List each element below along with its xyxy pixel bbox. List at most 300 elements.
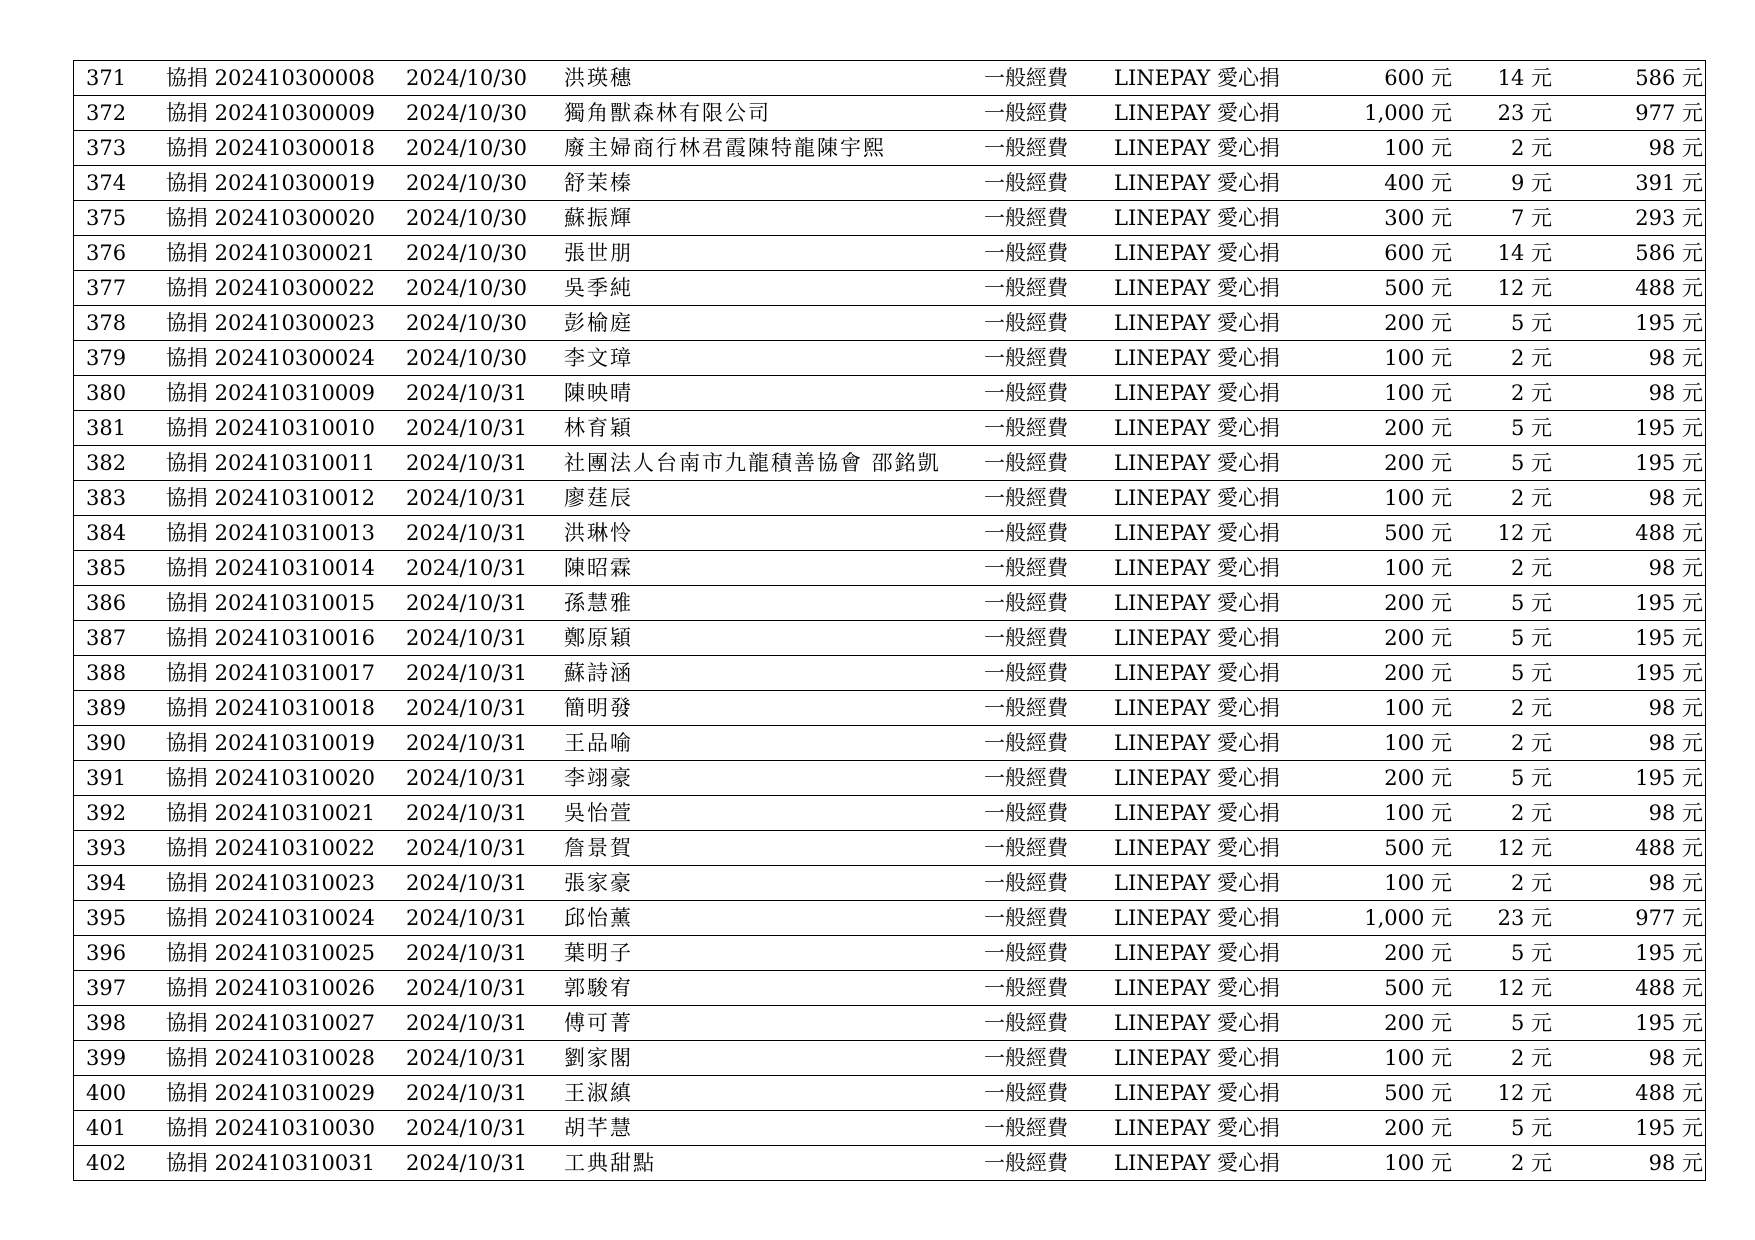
table-row (74, 936, 1706, 971)
net-amount: 195 元 (1635, 451, 1703, 475)
receipt-number: 協捐 202410310027 (166, 1011, 376, 1035)
net-amount: 98 元 (1648, 1046, 1703, 1070)
donation-purpose: 一般經費 (984, 626, 1068, 650)
donation-purpose: 一般經費 (984, 766, 1068, 790)
donation-purpose: 一般經費 (984, 521, 1068, 545)
payment-channel: LINEPAY 愛心捐 (1114, 556, 1281, 580)
donation-amount: 1,000 元 (1364, 101, 1452, 125)
row-number: 374 (86, 171, 127, 195)
row-number: 394 (86, 871, 127, 895)
donor-name: 郭駿宥 (564, 976, 633, 1000)
table-row (74, 1076, 1706, 1111)
handling-fee: 2 元 (1510, 1046, 1552, 1070)
row-number: 377 (86, 276, 127, 300)
donation-amount: 500 元 (1384, 521, 1452, 545)
donation-date: 2024/10/30 (406, 311, 528, 335)
table-row (74, 726, 1706, 761)
payment-channel: LINEPAY 愛心捐 (1114, 346, 1281, 370)
payment-channel: LINEPAY 愛心捐 (1114, 521, 1281, 545)
donation-purpose: 一般經費 (984, 486, 1068, 510)
handling-fee: 5 元 (1510, 661, 1552, 685)
donation-purpose: 一般經費 (984, 1081, 1068, 1105)
handling-fee: 2 元 (1510, 696, 1552, 720)
table-row (74, 236, 1706, 271)
donation-date: 2024/10/31 (406, 556, 528, 580)
donation-amount: 200 元 (1384, 591, 1452, 615)
donor-name: 林育穎 (564, 416, 633, 440)
handling-fee: 5 元 (1510, 311, 1552, 335)
donor-name: 張家豪 (564, 871, 633, 895)
donation-amount: 600 元 (1384, 241, 1452, 265)
table-row (74, 201, 1706, 236)
donation-date: 2024/10/31 (406, 696, 528, 720)
handling-fee: 7 元 (1510, 206, 1552, 230)
table-row (74, 481, 1706, 516)
donor-name: 洪瑛穗 (564, 66, 633, 90)
donation-date: 2024/10/31 (406, 486, 528, 510)
payment-channel: LINEPAY 愛心捐 (1114, 241, 1281, 265)
donation-purpose: 一般經費 (984, 696, 1068, 720)
donor-name: 鄭原穎 (564, 626, 633, 650)
donor-name: 廢主婦商行林君霞陳特龍陳宇熙 (564, 136, 886, 160)
donation-amount: 100 元 (1384, 871, 1452, 895)
net-amount: 488 元 (1635, 976, 1703, 1000)
payment-channel: LINEPAY 愛心捐 (1114, 136, 1281, 160)
donation-date: 2024/10/30 (406, 66, 528, 90)
net-amount: 195 元 (1635, 311, 1703, 335)
net-amount: 98 元 (1648, 696, 1703, 720)
table-row (74, 761, 1706, 796)
donor-name: 詹景賀 (564, 836, 633, 860)
net-amount: 98 元 (1648, 136, 1703, 160)
table-row (74, 1041, 1706, 1076)
net-amount: 195 元 (1635, 416, 1703, 440)
table-row (74, 551, 1706, 586)
donation-table-body (74, 61, 1706, 1181)
donation-purpose: 一般經費 (984, 731, 1068, 755)
receipt-number: 協捐 202410310028 (166, 1046, 376, 1070)
receipt-number: 協捐 202410310012 (166, 486, 376, 510)
donation-purpose: 一般經費 (984, 416, 1068, 440)
row-number: 387 (86, 626, 127, 650)
net-amount: 98 元 (1648, 1151, 1703, 1175)
payment-channel: LINEPAY 愛心捐 (1114, 1046, 1281, 1070)
receipt-number: 協捐 202410310030 (166, 1116, 376, 1140)
donor-name: 孫慧雅 (564, 591, 633, 615)
receipt-number: 協捐 202410310019 (166, 731, 376, 755)
receipt-number: 協捐 202410310016 (166, 626, 376, 650)
donation-date: 2024/10/31 (406, 381, 528, 405)
receipt-number: 協捐 202410300021 (166, 241, 376, 265)
donation-purpose: 一般經費 (984, 591, 1068, 615)
row-number: 393 (86, 836, 127, 860)
net-amount: 98 元 (1648, 556, 1703, 580)
net-amount: 195 元 (1635, 1116, 1703, 1140)
donation-purpose: 一般經費 (984, 871, 1068, 895)
donation-purpose: 一般經費 (984, 976, 1068, 1000)
donor-name: 王品喻 (564, 731, 633, 755)
donation-date: 2024/10/30 (406, 171, 528, 195)
donation-date: 2024/10/31 (406, 976, 528, 1000)
table-row (74, 96, 1706, 131)
row-number: 384 (86, 521, 127, 545)
handling-fee: 5 元 (1510, 416, 1552, 440)
table-row (74, 621, 1706, 656)
donation-date: 2024/10/31 (406, 906, 528, 930)
receipt-number: 協捐 202410300020 (166, 206, 376, 230)
table-row (74, 656, 1706, 691)
donor-name: 吳季純 (564, 276, 633, 300)
net-amount: 195 元 (1635, 941, 1703, 965)
donor-name: 蘇詩涵 (564, 661, 633, 685)
net-amount: 98 元 (1648, 731, 1703, 755)
receipt-number: 協捐 202410310013 (166, 521, 376, 545)
receipt-number: 協捐 202410310010 (166, 416, 376, 440)
donor-name: 舒茉榛 (564, 171, 633, 195)
donation-purpose: 一般經費 (984, 556, 1068, 580)
row-number: 372 (86, 101, 127, 125)
table-row (74, 1006, 1706, 1041)
handling-fee: 23 元 (1497, 906, 1552, 930)
handling-fee: 5 元 (1510, 1011, 1552, 1035)
net-amount: 488 元 (1635, 1081, 1703, 1105)
donation-date: 2024/10/30 (406, 276, 528, 300)
payment-channel: LINEPAY 愛心捐 (1114, 871, 1281, 895)
donation-purpose: 一般經費 (984, 1011, 1068, 1035)
row-number: 391 (86, 766, 127, 790)
net-amount: 391 元 (1635, 171, 1703, 195)
payment-channel: LINEPAY 愛心捐 (1114, 486, 1281, 510)
donation-amount: 500 元 (1384, 276, 1452, 300)
table-row (74, 796, 1706, 831)
row-number: 385 (86, 556, 127, 580)
donation-amount: 200 元 (1384, 626, 1452, 650)
row-number: 401 (86, 1116, 127, 1140)
donation-amount: 100 元 (1384, 731, 1452, 755)
donor-name: 李文璋 (564, 346, 633, 370)
table-row (74, 971, 1706, 1006)
row-number: 382 (86, 451, 127, 475)
row-number: 397 (86, 976, 127, 1000)
donation-purpose: 一般經費 (984, 381, 1068, 405)
donation-amount: 300 元 (1384, 206, 1452, 230)
donor-name: 廖莛辰 (564, 486, 633, 510)
donation-amount: 100 元 (1384, 696, 1452, 720)
payment-channel: LINEPAY 愛心捐 (1114, 311, 1281, 335)
table-row (74, 516, 1706, 551)
donation-sheet (73, 60, 1703, 1181)
receipt-number: 協捐 202410310025 (166, 941, 376, 965)
payment-channel: LINEPAY 愛心捐 (1114, 1011, 1281, 1035)
row-number: 383 (86, 486, 127, 510)
donation-date: 2024/10/31 (406, 1151, 528, 1175)
payment-channel: LINEPAY 愛心捐 (1114, 906, 1281, 930)
donor-name: 王淑縝 (564, 1081, 633, 1105)
table-row (74, 166, 1706, 201)
donation-purpose: 一般經費 (984, 836, 1068, 860)
handling-fee: 5 元 (1510, 451, 1552, 475)
donor-name: 獨角獸森林有限公司 (564, 101, 771, 125)
table-row (74, 131, 1706, 166)
handling-fee: 2 元 (1510, 136, 1552, 160)
row-number: 392 (86, 801, 127, 825)
donation-date: 2024/10/31 (406, 801, 528, 825)
donor-name: 蘇振輝 (564, 206, 633, 230)
donor-name: 吳怡萱 (564, 801, 633, 825)
donor-name: 邱怡薰 (564, 906, 633, 930)
row-number: 373 (86, 136, 127, 160)
table-row (74, 901, 1706, 936)
donation-date: 2024/10/31 (406, 1011, 528, 1035)
donation-date: 2024/10/31 (406, 941, 528, 965)
handling-fee: 2 元 (1510, 346, 1552, 370)
receipt-number: 協捐 202410300019 (166, 171, 376, 195)
payment-channel: LINEPAY 愛心捐 (1114, 941, 1281, 965)
handling-fee: 2 元 (1510, 486, 1552, 510)
donation-amount: 100 元 (1384, 1151, 1452, 1175)
handling-fee: 2 元 (1510, 556, 1552, 580)
handling-fee: 12 元 (1497, 976, 1552, 1000)
row-number: 380 (86, 381, 127, 405)
handling-fee: 2 元 (1510, 1151, 1552, 1175)
donation-amount: 200 元 (1384, 416, 1452, 440)
table-row (74, 306, 1706, 341)
donation-date: 2024/10/31 (406, 626, 528, 650)
handling-fee: 12 元 (1497, 276, 1552, 300)
row-number: 390 (86, 731, 127, 755)
donor-name: 陳映晴 (564, 381, 633, 405)
donation-amount: 200 元 (1384, 1011, 1452, 1035)
net-amount: 98 元 (1648, 871, 1703, 895)
receipt-number: 協捐 202410310014 (166, 556, 376, 580)
handling-fee: 5 元 (1510, 591, 1552, 615)
donation-date: 2024/10/31 (406, 451, 528, 475)
donor-name: 張世朋 (564, 241, 633, 265)
handling-fee: 2 元 (1510, 381, 1552, 405)
receipt-number: 協捐 202410310031 (166, 1151, 376, 1175)
payment-channel: LINEPAY 愛心捐 (1114, 696, 1281, 720)
donation-date: 2024/10/30 (406, 346, 528, 370)
donor-name: 陳昭霖 (564, 556, 633, 580)
table-row (74, 691, 1706, 726)
donation-purpose: 一般經費 (984, 171, 1068, 195)
payment-channel: LINEPAY 愛心捐 (1114, 206, 1281, 230)
table-row (74, 831, 1706, 866)
row-number: 398 (86, 1011, 127, 1035)
receipt-number: 協捐 202410300024 (166, 346, 376, 370)
handling-fee: 14 元 (1497, 241, 1552, 265)
table-row (74, 1146, 1706, 1181)
payment-channel: LINEPAY 愛心捐 (1114, 591, 1281, 615)
donation-purpose: 一般經費 (984, 906, 1068, 930)
donation-amount: 200 元 (1384, 1116, 1452, 1140)
donation-date: 2024/10/31 (406, 1116, 528, 1140)
payment-channel: LINEPAY 愛心捐 (1114, 416, 1281, 440)
donation-amount: 100 元 (1384, 486, 1452, 510)
receipt-number: 協捐 202410310017 (166, 661, 376, 685)
row-number: 395 (86, 906, 127, 930)
receipt-number: 協捐 202410300009 (166, 101, 376, 125)
payment-channel: LINEPAY 愛心捐 (1114, 661, 1281, 685)
net-amount: 586 元 (1635, 66, 1703, 90)
receipt-number: 協捐 202410300008 (166, 66, 376, 90)
donation-purpose: 一般經費 (984, 1151, 1068, 1175)
donor-name: 工典甜點 (564, 1151, 656, 1175)
handling-fee: 5 元 (1510, 941, 1552, 965)
donation-amount: 500 元 (1384, 1081, 1452, 1105)
donor-name: 李翊豪 (564, 766, 633, 790)
row-number: 386 (86, 591, 127, 615)
handling-fee: 5 元 (1510, 1116, 1552, 1140)
receipt-number: 協捐 202410310009 (166, 381, 376, 405)
donor-name: 劉家閣 (564, 1046, 633, 1070)
receipt-number: 協捐 202410310015 (166, 591, 376, 615)
table-row (74, 586, 1706, 621)
payment-channel: LINEPAY 愛心捐 (1114, 101, 1281, 125)
receipt-number: 協捐 202410300022 (166, 276, 376, 300)
handling-fee: 5 元 (1510, 766, 1552, 790)
receipt-number: 協捐 202410310024 (166, 906, 376, 930)
payment-channel: LINEPAY 愛心捐 (1114, 451, 1281, 475)
donor-name: 傅可菁 (564, 1011, 633, 1035)
donation-purpose: 一般經費 (984, 66, 1068, 90)
payment-channel: LINEPAY 愛心捐 (1114, 731, 1281, 755)
donation-amount: 100 元 (1384, 136, 1452, 160)
receipt-number: 協捐 202410310020 (166, 766, 376, 790)
donor-name: 簡明發 (564, 696, 633, 720)
net-amount: 488 元 (1635, 521, 1703, 545)
payment-channel: LINEPAY 愛心捐 (1114, 836, 1281, 860)
receipt-number: 協捐 202410310018 (166, 696, 376, 720)
donor-name: 社團法人台南市九龍積善協會 邵銘凱 (564, 451, 941, 475)
receipt-number: 協捐 202410310022 (166, 836, 376, 860)
donation-date: 2024/10/30 (406, 101, 528, 125)
handling-fee: 5 元 (1510, 626, 1552, 650)
donation-purpose: 一般經費 (984, 451, 1068, 475)
donation-date: 2024/10/31 (406, 731, 528, 755)
donation-date: 2024/10/31 (406, 521, 528, 545)
net-amount: 195 元 (1635, 766, 1703, 790)
donation-amount: 100 元 (1384, 381, 1452, 405)
donation-purpose: 一般經費 (984, 206, 1068, 230)
net-amount: 586 元 (1635, 241, 1703, 265)
payment-channel: LINEPAY 愛心捐 (1114, 626, 1281, 650)
net-amount: 488 元 (1635, 276, 1703, 300)
receipt-number: 協捐 202410310029 (166, 1081, 376, 1105)
donation-date: 2024/10/30 (406, 206, 528, 230)
donation-amount: 500 元 (1384, 976, 1452, 1000)
donation-amount: 200 元 (1384, 941, 1452, 965)
row-number: 371 (86, 66, 127, 90)
donor-name: 洪琳怜 (564, 521, 633, 545)
donation-amount: 200 元 (1384, 451, 1452, 475)
net-amount: 195 元 (1635, 661, 1703, 685)
payment-channel: LINEPAY 愛心捐 (1114, 276, 1281, 300)
donation-date: 2024/10/31 (406, 661, 528, 685)
table-row (74, 1111, 1706, 1146)
net-amount: 98 元 (1648, 381, 1703, 405)
donor-name: 葉明子 (564, 941, 633, 965)
handling-fee: 2 元 (1510, 801, 1552, 825)
row-number: 378 (86, 311, 127, 335)
donation-amount: 100 元 (1384, 556, 1452, 580)
donor-name: 彭榆庭 (564, 311, 633, 335)
net-amount: 977 元 (1635, 101, 1703, 125)
table-row (74, 376, 1706, 411)
table-row (74, 866, 1706, 901)
receipt-number: 協捐 202410310021 (166, 801, 376, 825)
net-amount: 195 元 (1635, 1011, 1703, 1035)
receipt-number: 協捐 202410310026 (166, 976, 376, 1000)
table-row (74, 341, 1706, 376)
row-number: 379 (86, 346, 127, 370)
net-amount: 195 元 (1635, 626, 1703, 650)
handling-fee: 14 元 (1497, 66, 1552, 90)
table-row (74, 61, 1706, 96)
payment-channel: LINEPAY 愛心捐 (1114, 171, 1281, 195)
donation-amount: 400 元 (1384, 171, 1452, 195)
donation-table (73, 60, 1706, 1181)
handling-fee: 2 元 (1510, 871, 1552, 895)
net-amount: 977 元 (1635, 906, 1703, 930)
table-row (74, 271, 1706, 306)
donation-purpose: 一般經費 (984, 801, 1068, 825)
donation-date: 2024/10/31 (406, 1081, 528, 1105)
payment-channel: LINEPAY 愛心捐 (1114, 1151, 1281, 1175)
row-number: 381 (86, 416, 127, 440)
net-amount: 98 元 (1648, 486, 1703, 510)
handling-fee: 23 元 (1497, 101, 1552, 125)
payment-channel: LINEPAY 愛心捐 (1114, 766, 1281, 790)
donation-purpose: 一般經費 (984, 941, 1068, 965)
row-number: 396 (86, 941, 127, 965)
donation-date: 2024/10/31 (406, 416, 528, 440)
net-amount: 98 元 (1648, 801, 1703, 825)
handling-fee: 12 元 (1497, 836, 1552, 860)
donor-name: 胡芊慧 (564, 1116, 633, 1140)
donation-purpose: 一般經費 (984, 311, 1068, 335)
donation-purpose: 一般經費 (984, 346, 1068, 370)
receipt-number: 協捐 202410300023 (166, 311, 376, 335)
row-number: 389 (86, 696, 127, 720)
donation-amount: 600 元 (1384, 66, 1452, 90)
net-amount: 195 元 (1635, 591, 1703, 615)
net-amount: 98 元 (1648, 346, 1703, 370)
donation-purpose: 一般經費 (984, 276, 1068, 300)
donation-purpose: 一般經費 (984, 1046, 1068, 1070)
donation-purpose: 一般經費 (984, 101, 1068, 125)
donation-amount: 200 元 (1384, 311, 1452, 335)
row-number: 376 (86, 241, 127, 265)
handling-fee: 2 元 (1510, 731, 1552, 755)
donation-purpose: 一般經費 (984, 661, 1068, 685)
payment-channel: LINEPAY 愛心捐 (1114, 1081, 1281, 1105)
row-number: 402 (86, 1151, 127, 1175)
row-number: 400 (86, 1081, 127, 1105)
donation-date: 2024/10/30 (406, 241, 528, 265)
donation-purpose: 一般經費 (984, 1116, 1068, 1140)
payment-channel: LINEPAY 愛心捐 (1114, 1116, 1281, 1140)
donation-date: 2024/10/31 (406, 1046, 528, 1070)
payment-channel: LINEPAY 愛心捐 (1114, 381, 1281, 405)
net-amount: 488 元 (1635, 836, 1703, 860)
donation-date: 2024/10/31 (406, 871, 528, 895)
receipt-number: 協捐 202410300018 (166, 136, 376, 160)
payment-channel: LINEPAY 愛心捐 (1114, 801, 1281, 825)
donation-amount: 1,000 元 (1364, 906, 1452, 930)
donation-amount: 500 元 (1384, 836, 1452, 860)
row-number: 399 (86, 1046, 127, 1070)
